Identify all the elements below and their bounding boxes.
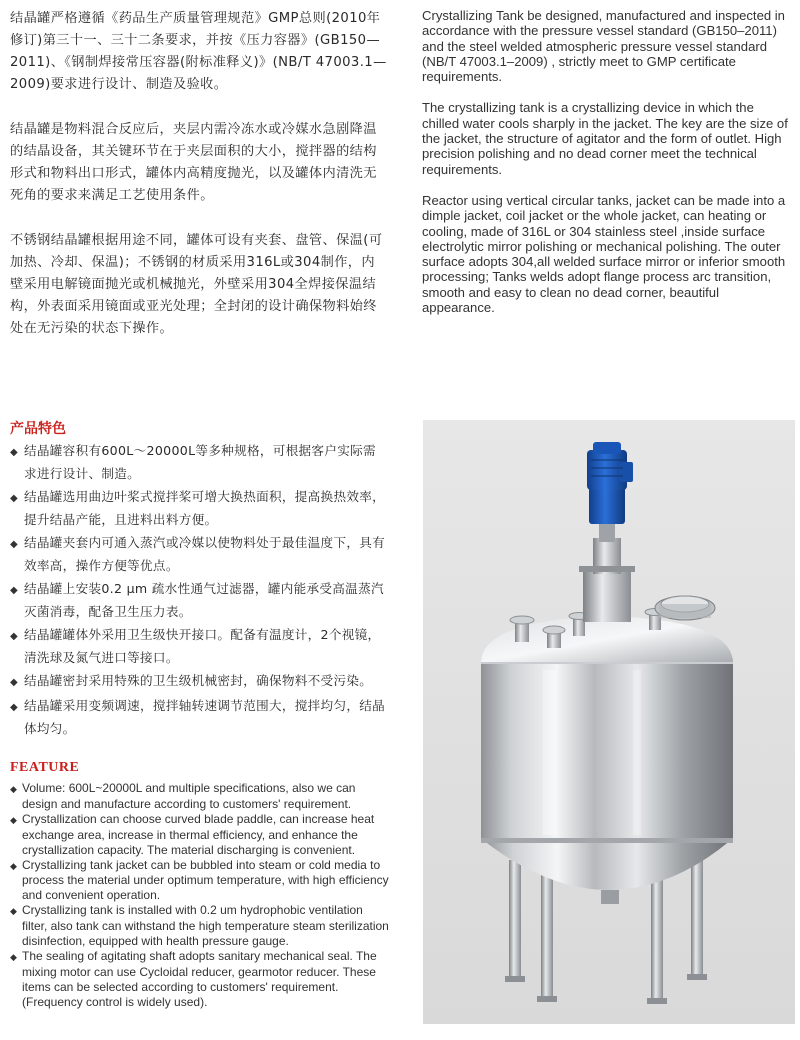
intro-zh-paragraph-3: 不锈钢结晶罐根据用途不同，罐体可设有夹套、盘管、保温(可加热、冷却、保温)；不锈钢的材质采用316L或304制作，内壁采用电解镜面抛光或机械抛光，外壁采用304全焊接保温结构，外表面采用镜面或亚光处理；全封闭的设计确保物料始终处在无污染的状态下操作。 [10, 233, 383, 336]
list-item: ◆ 结晶罐选用曲边叶桨式搅拌桨可增大换热面积，提高换热效率，提升结晶产能，且进料出料方便。 [10, 489, 386, 527]
list-item: ◆ Crystallization can choose curved blade paddle, can increase heat exchange area, increase in thermal efficiency, and enhance the crystallization capacity. The material discharging is convenient. [10, 811, 375, 857]
diamond-bullet-icon: ◆ [10, 906, 17, 917]
crystallizing-tank-illustration [423, 420, 795, 1024]
list-item: ◆ 结晶罐容积有600L～20000L等多种规格，可根据客户实际需求进行设计、制造。 [10, 443, 376, 481]
intro-zh [10, 8, 388, 363]
list-item: ◆ 结晶罐采用变频调速，搅拌轴转速调节范围大，搅拌均匀，结晶体均匀。 [10, 698, 386, 736]
diamond-bullet-icon: ◆ [10, 784, 17, 794]
diamond-bullet-icon: ◆ [10, 951, 17, 962]
list-item: ◆ Crystallizing tank is installed with 0.2 um hydrophobic ventilation filter, also tank can withstand the high temperature steam sterilization disinfection, equipped with health pressure gauge. [10, 903, 389, 949]
intro-en-paragraph-1: Crystallizing Tank be designed, manufactured and inspected in accordance with the pressure vessel standard (GB150–2011) and the steel welded atmospheric pressure vessel standard (NB/T 47003.1–2009) , strictly meet to GMP certificate requirements. [422, 8, 785, 85]
diamond-bullet-icon: ◆ [10, 814, 17, 825]
list-item: ◆ Crystallizing tank jacket can be bubbled into steam or cold media to process the material under optimum temperature, with high efficiency and convenient operation. [10, 857, 389, 903]
diamond-bullet-icon: ◆ [10, 677, 18, 688]
diamond-bullet-icon: ◆ [10, 539, 18, 550]
diamond-bullet-icon: ◆ [10, 631, 18, 642]
intro-en-paragraph-3: Reactor using vertical circular tanks, jacket can be made into a dimple jacket, coil jacket or the whole jacket, can heating or cooling, made of 316L or 304 stainless steel ,inside surface electrolytic mirror polishing or mechanical polishing. The outer surface adopts 304,all welded surface mirror or inferior smooth processing; Tanks welds adopt flange process arc transition, smooth and easy to clean no dead corner, beautiful appearance. [422, 192, 786, 316]
diamond-bullet-icon: ◆ [10, 860, 17, 871]
diamond-bullet-icon: ◆ [10, 447, 18, 458]
manhole-cover [655, 596, 715, 620]
crystallizing-tank-photo [423, 420, 795, 1024]
list-item: ◆ 结晶罐密封采用特殊的卫生级机械密封，确保物料不受污染。 [10, 670, 388, 693]
intro-en [422, 8, 794, 331]
list-item: ◆ 结晶罐夹套内可通入蒸汽或冷媒以使物料处于最佳温度下，具有效率高，操作方便等优点。 [10, 535, 386, 573]
tank-body [481, 660, 733, 842]
intro-en-paragraph-2: The crystallizing tank is a crystallizing device in which the chilled water cools sharply in the jacket. The key are the size of the jacket, the structure of agitator and the form of outlet. High precision polishing and no dead corner meet the technical requirements. [422, 100, 788, 177]
diamond-bullet-icon: ◆ [10, 585, 18, 596]
list-item: ◆ 结晶罐上安装0.2 μm 疏水性通气过滤器，罐内能承受高温蒸汽灭菌消毒，配备卫生压力表。 [10, 581, 384, 619]
diamond-bullet-icon: ◆ [10, 493, 18, 504]
features-zh-list [10, 440, 388, 741]
list-item: ◆ 结晶罐罐体外采用卫生级快开接口。配备有温度计，2个视镜，清洗球及氮气进口等接口。 [10, 627, 381, 665]
features-zh-title: 产品特色 [10, 421, 66, 437]
agitator-motor [587, 442, 633, 524]
agitator-stand [579, 520, 635, 622]
features-en-list [10, 781, 390, 1010]
diamond-bullet-icon: ◆ [10, 702, 18, 713]
list-item: ◆ Volume: 600L~20000L and multiple specifications, also we can design and manufacture according to customers' requirement. [10, 781, 356, 811]
features-en-title: FEATURE [10, 760, 80, 775]
intro-zh-paragraph-1: 结晶罐严格遵循《药品生产质量管理规范》GMP总则(2010年修订)第三十一、三十二条要求，并按《压力容器》(GB150—2011)、《钢制焊接常压容器(附标准释义)》(NB/T 47003.1—2009)要求进行设计、制造及验收。 [10, 11, 387, 92]
bottom-outlet [601, 890, 619, 904]
list-item: ◆ The sealing of agitating shaft adopts sanitary mechanical seal. The mixing motor can use Cycloidal reducer, gearmotor reducer. These items can be selected according to customers' requirement. (Frequency control is widely used). [10, 948, 377, 1009]
intro-zh-paragraph-2: 结晶罐是物料混合反应后，夹层内需冷冻水或冷媒水急剧降温的结晶设备，其关键环节在于夹层面积的大小，搅拌器的结构形式和物料出口形式，罐体内高精度抛光，以及罐体内清洗无死角的要求来满足工艺使用条件。 [10, 122, 377, 203]
